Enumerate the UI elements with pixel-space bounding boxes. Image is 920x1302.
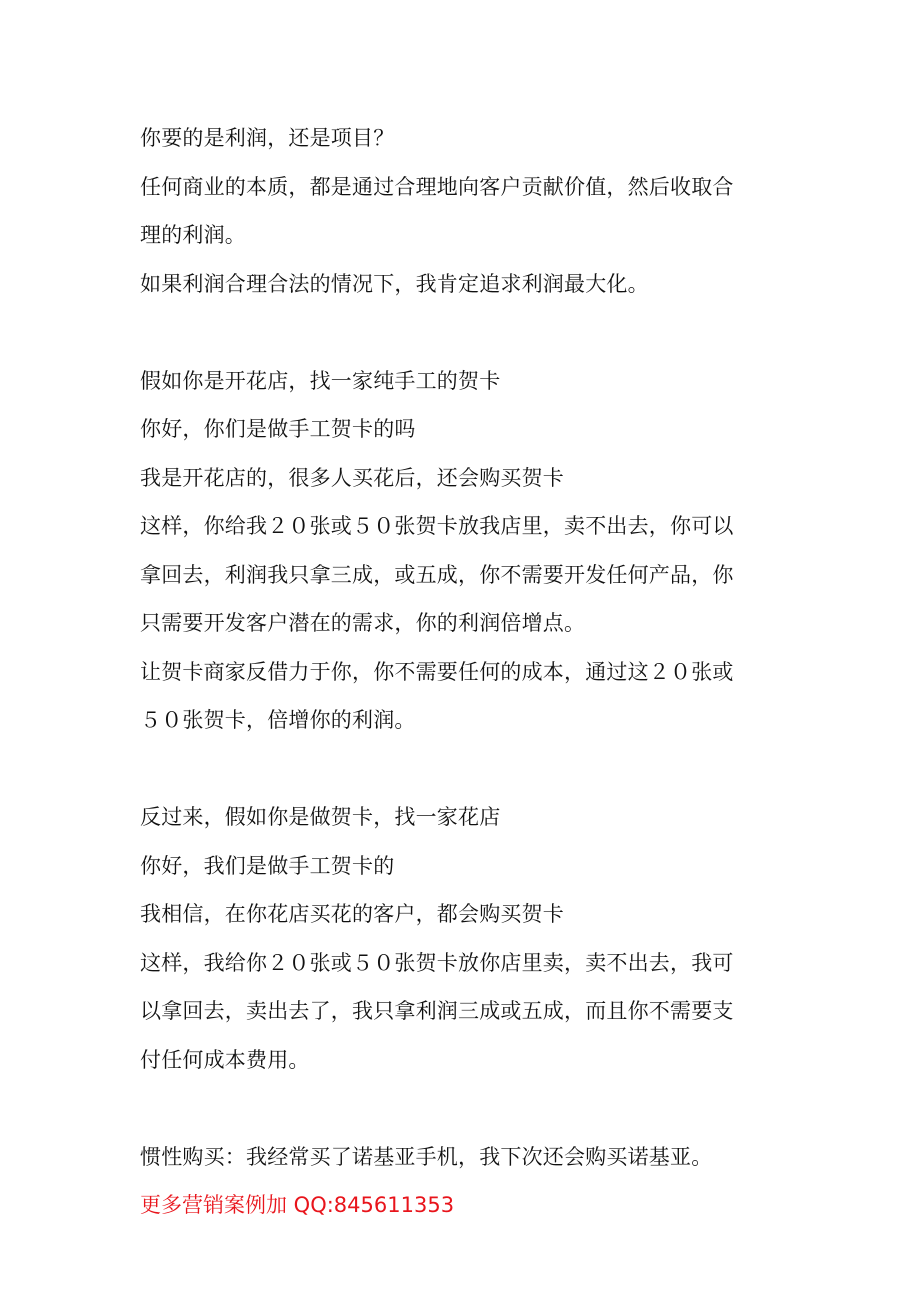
- paragraph-spacer: [140, 745, 785, 794]
- text-line: 如果利润合理合法的情况下，我肯定追求利润最大化。: [140, 271, 649, 296]
- text-line: 反过来，假如你是做贺卡，找一家花店: [140, 805, 501, 829]
- text-line: 惯性购买：我经常买了诺基亚手机，我下次还会购买诺基亚。: [140, 1144, 713, 1169]
- text-line: 我相信，在你花店买花的客户，都会购买贺卡: [140, 902, 564, 926]
- promo-contact-line: 更多营销案例加 QQ:845611353: [140, 1193, 455, 1217]
- text-line: 你好，你们是做手工贺卡的吗: [140, 417, 416, 441]
- paragraph-spacer: [140, 308, 785, 357]
- text-line: 这样，我给你２０张或５０张贺卡放你店里卖，卖不出去，我可: [140, 950, 734, 975]
- text-line: 理的利润。: [140, 223, 246, 247]
- text-line: 这样，你给我２０张或５０张贺卡放我店里，卖不出去，你可以: [140, 514, 734, 538]
- text-line: 以拿回去，卖出去了，我只拿利润三成或五成，而且你不需要支: [140, 999, 734, 1023]
- paragraph-habitual-purchase: [140, 1133, 785, 1182]
- text-line: 假如你是开花店，找一家纯手工的贺卡: [140, 368, 501, 393]
- text-line: 只需要开发客户潜在的需求，你的利润倍增点。: [140, 611, 586, 635]
- text-line: 付任何成本费用。: [140, 1047, 310, 1072]
- paragraph-spacer: [140, 1084, 785, 1133]
- text-line: 你好，我们是做手工贺卡的: [140, 853, 395, 878]
- text-line: ５０张贺卡，倍增你的利润。: [140, 708, 416, 732]
- text-line: 我是开花店的，很多人买花后，还会购买贺卡: [140, 465, 564, 490]
- paragraph-profit-or-project: [140, 114, 785, 308]
- text-line: 任何商业的本质，都是通过合理地向客户贡献价值，然后收取合: [140, 174, 734, 199]
- text-line: 让贺卡商家反借力于你，你不需要任何的成本，通过这２０张或: [140, 659, 734, 684]
- text-line: 拿回去，利润我只拿三成，或五成，你不需要开发任何产品，你: [140, 562, 734, 587]
- paragraph-greeting-card-example: [140, 793, 785, 1084]
- paragraph-flower-shop-example: [140, 357, 785, 745]
- document-body: [140, 114, 785, 1230]
- text-line: 你要的是利润，还是项目？: [140, 126, 395, 150]
